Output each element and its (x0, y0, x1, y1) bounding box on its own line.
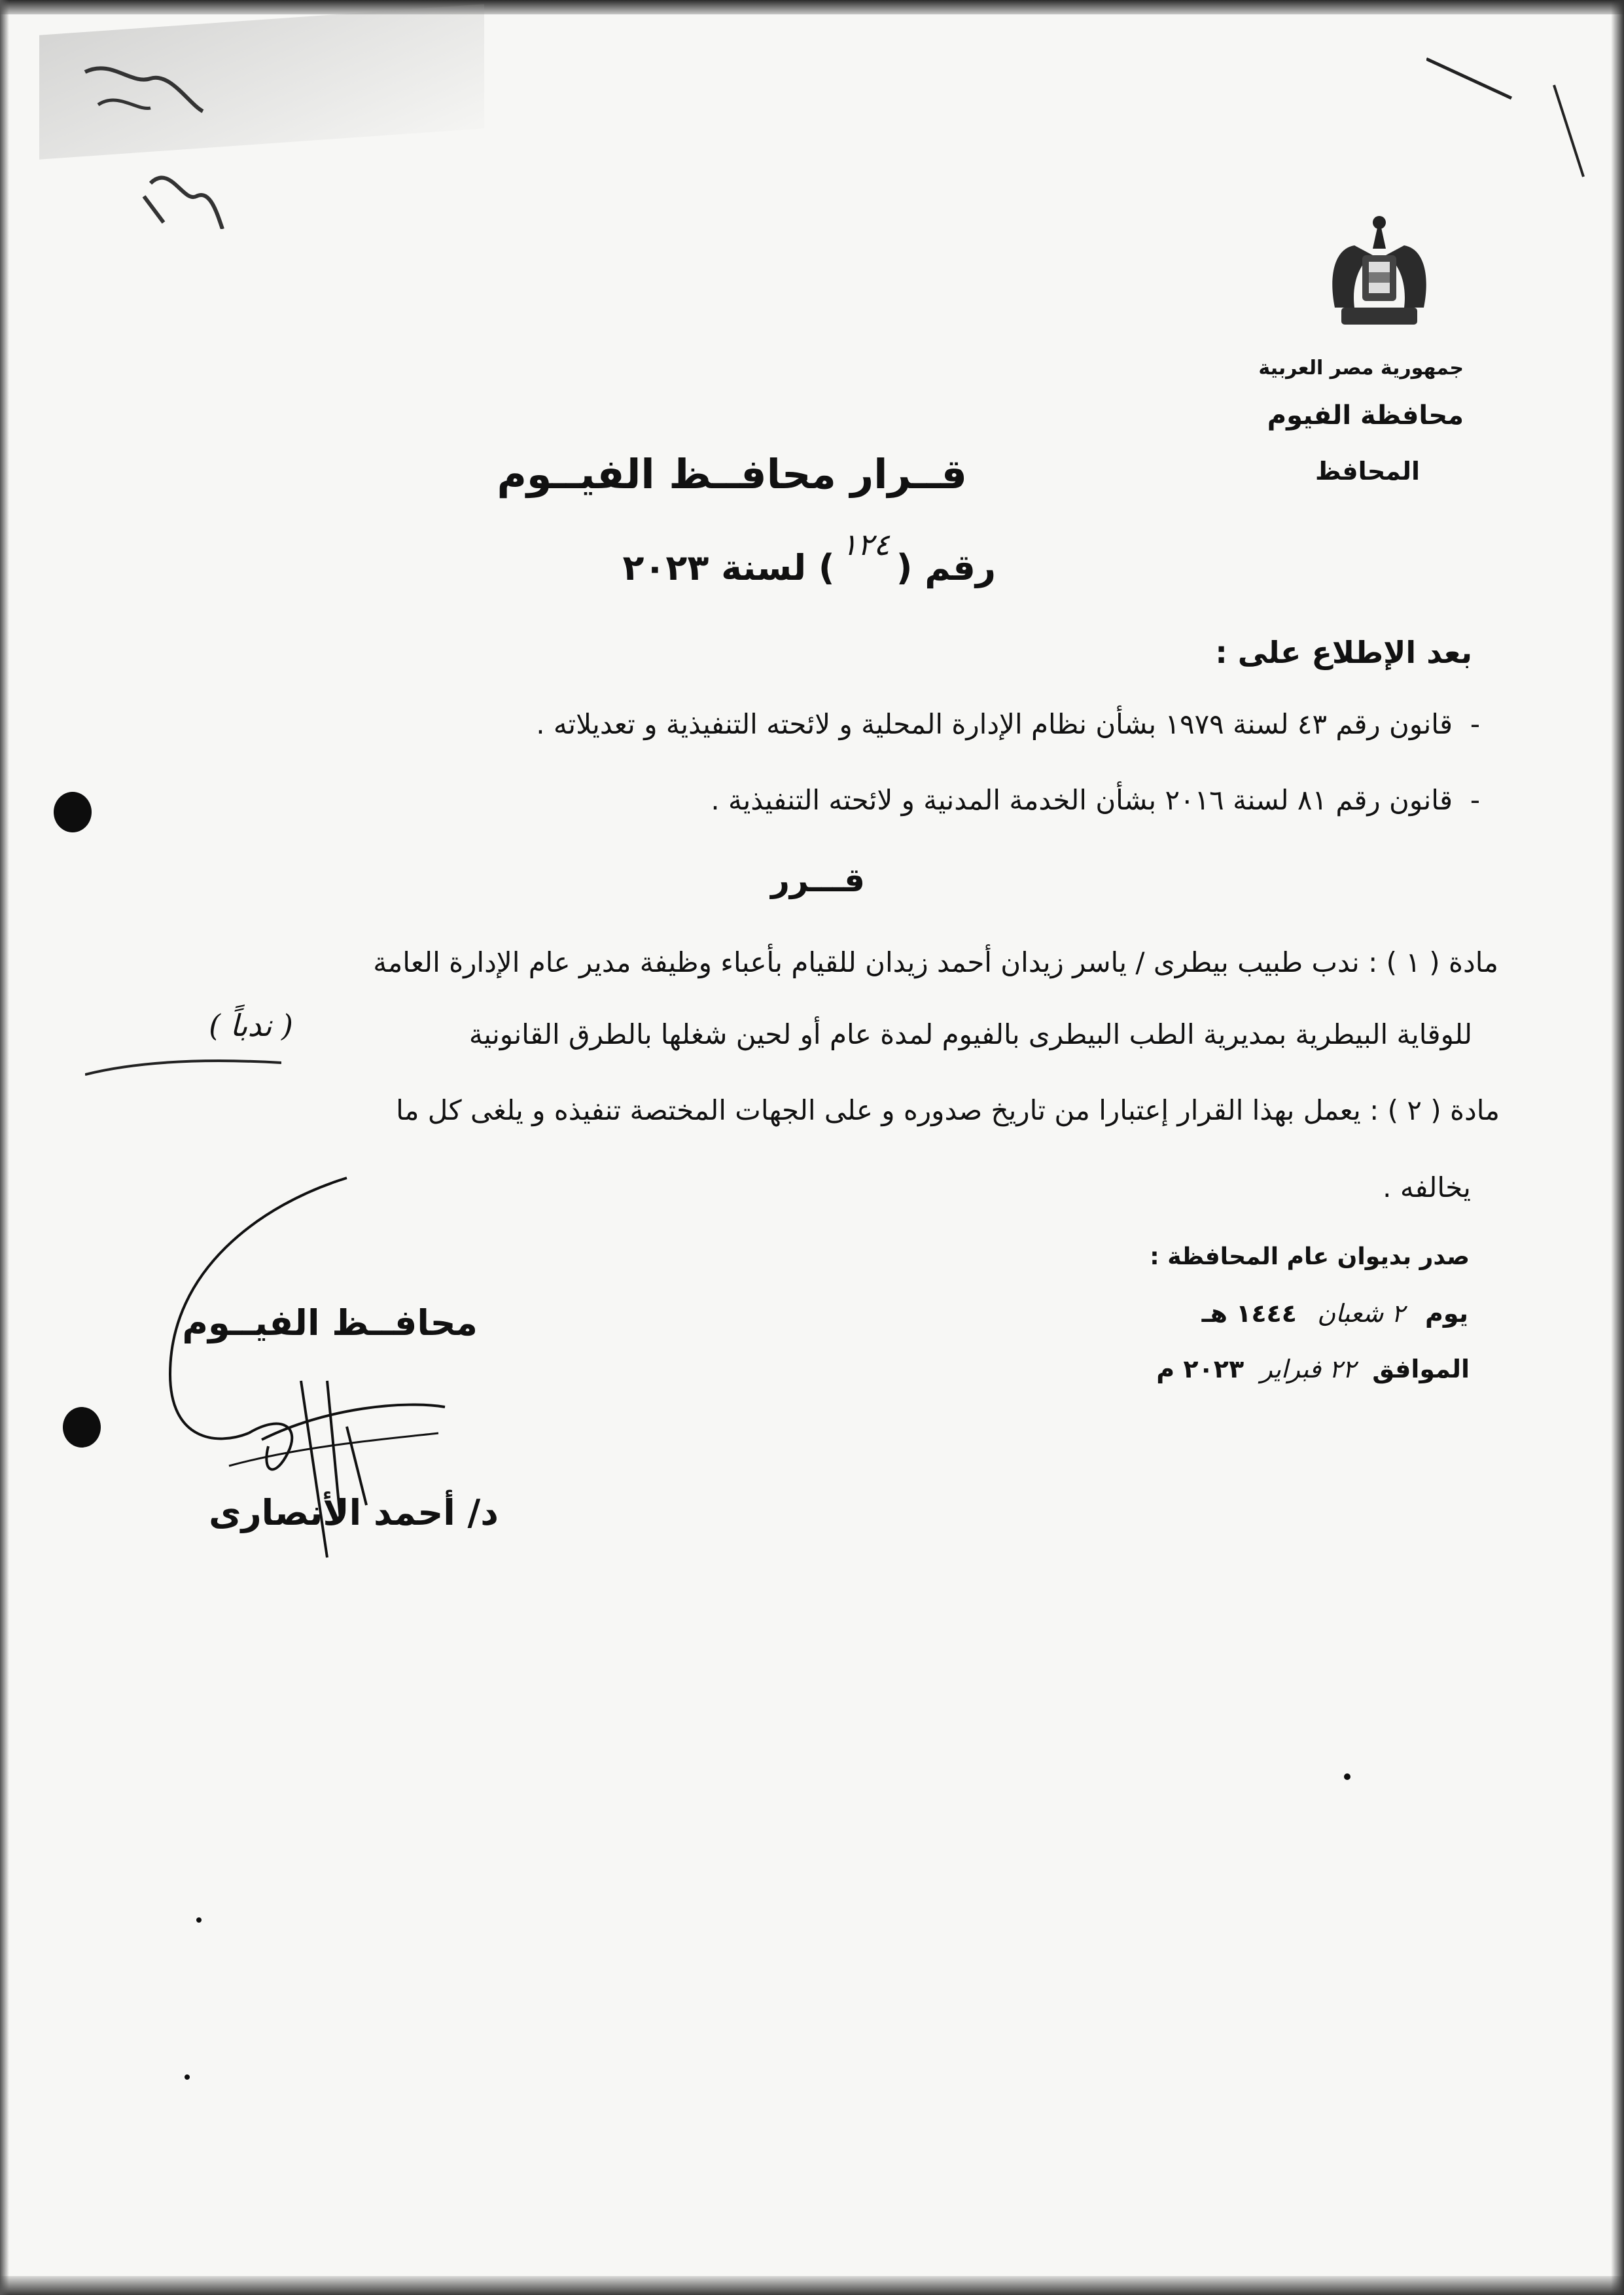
decision-title: قــرار محافــظ الفيــوم (497, 450, 967, 498)
article-1-line-2: للوقاية البيطرية بمديرية الطب البيطرى بالفيوم لمدة عام أو لحين شغلها بالطرق القانونية (468, 1018, 1472, 1050)
article-2-line-2: يخالفه . (1383, 1171, 1471, 1203)
issuance-hijri-line: يوم ٢ شعبان ١٤٤٤ هـ (1201, 1299, 1468, 1328)
issuance-gregorian-line: الموافق ٢٢ فبراير ٢٠٢٣ م (1156, 1355, 1470, 1383)
hijri-handwritten: ٢ شعبان (1317, 1299, 1405, 1328)
preamble-heading: بعد الإطلاع على : (1215, 635, 1472, 670)
decision-heading: قـــرر (771, 861, 865, 899)
list-bullet: - (1453, 708, 1480, 740)
header-governorate: محافظة الفيوم (1267, 400, 1464, 431)
preamble-item-1: - قانون رقم ٤٣ لسنة ١٩٧٩ بشأن نظام الإدارة المحلية و لائحته التنفيذية و تعديلاته . (536, 708, 1480, 740)
punch-hole-upper (54, 792, 92, 832)
scan-edge-bottom (0, 2276, 1624, 2295)
header-country: جمهورية مصر العربية (1258, 357, 1464, 380)
decision-number-line (622, 527, 996, 588)
preamble-item-2: - قانون رقم ٨١ لسنة ٢٠١٦ بشأن الخدمة المدنية و لائحته التنفيذية . (711, 784, 1480, 816)
handwritten-underline (85, 1055, 281, 1081)
ink-speck (196, 1917, 202, 1923)
article-1-line-1: مادة ( ١ ) : ندب طبيب بيطرى / ياسر زيدان أحمد زيدان للقيام بأعباء وظيفة مدير عام الإدارة العامة (373, 946, 1498, 978)
egypt-eagle-emblem-icon (1315, 209, 1439, 334)
number-prefix: رقم ( (896, 547, 996, 588)
scan-edge-left (0, 0, 9, 2295)
header-office: المحافظ (1315, 457, 1420, 486)
ink-speck (1344, 1773, 1350, 1780)
signature-title: محافــظ الفيــوم (182, 1302, 478, 1343)
list-bullet: - (1453, 784, 1480, 816)
margin-pen-marks (1426, 46, 1597, 190)
gregorian-handwritten: ٢٢ فبراير (1260, 1355, 1356, 1383)
margin-handwritten-scribble (72, 33, 242, 229)
issuance-heading: صدر بديوان عام المحافظة : (1150, 1243, 1470, 1270)
punch-hole-lower (63, 1407, 101, 1448)
article-1-handwritten-note: ( ندباً ) (209, 1008, 293, 1043)
signature-name: د/ أحمد الأنصارى (209, 1492, 499, 1533)
number-suffix: ) لسنة ٢٠٢٣ (622, 547, 835, 588)
ink-speck (185, 2074, 190, 2080)
article-2-line-1: مادة ( ٢ ) : يعمل بهذا القرار إعتبارا من تاريخ صدوره و على الجهات المختصة تنفيذه و يلغى كل ما (396, 1094, 1500, 1126)
scan-edge-right (1611, 0, 1624, 2295)
number-handwritten: ١٢٤ (841, 527, 890, 562)
scan-edge-top (0, 0, 1624, 14)
